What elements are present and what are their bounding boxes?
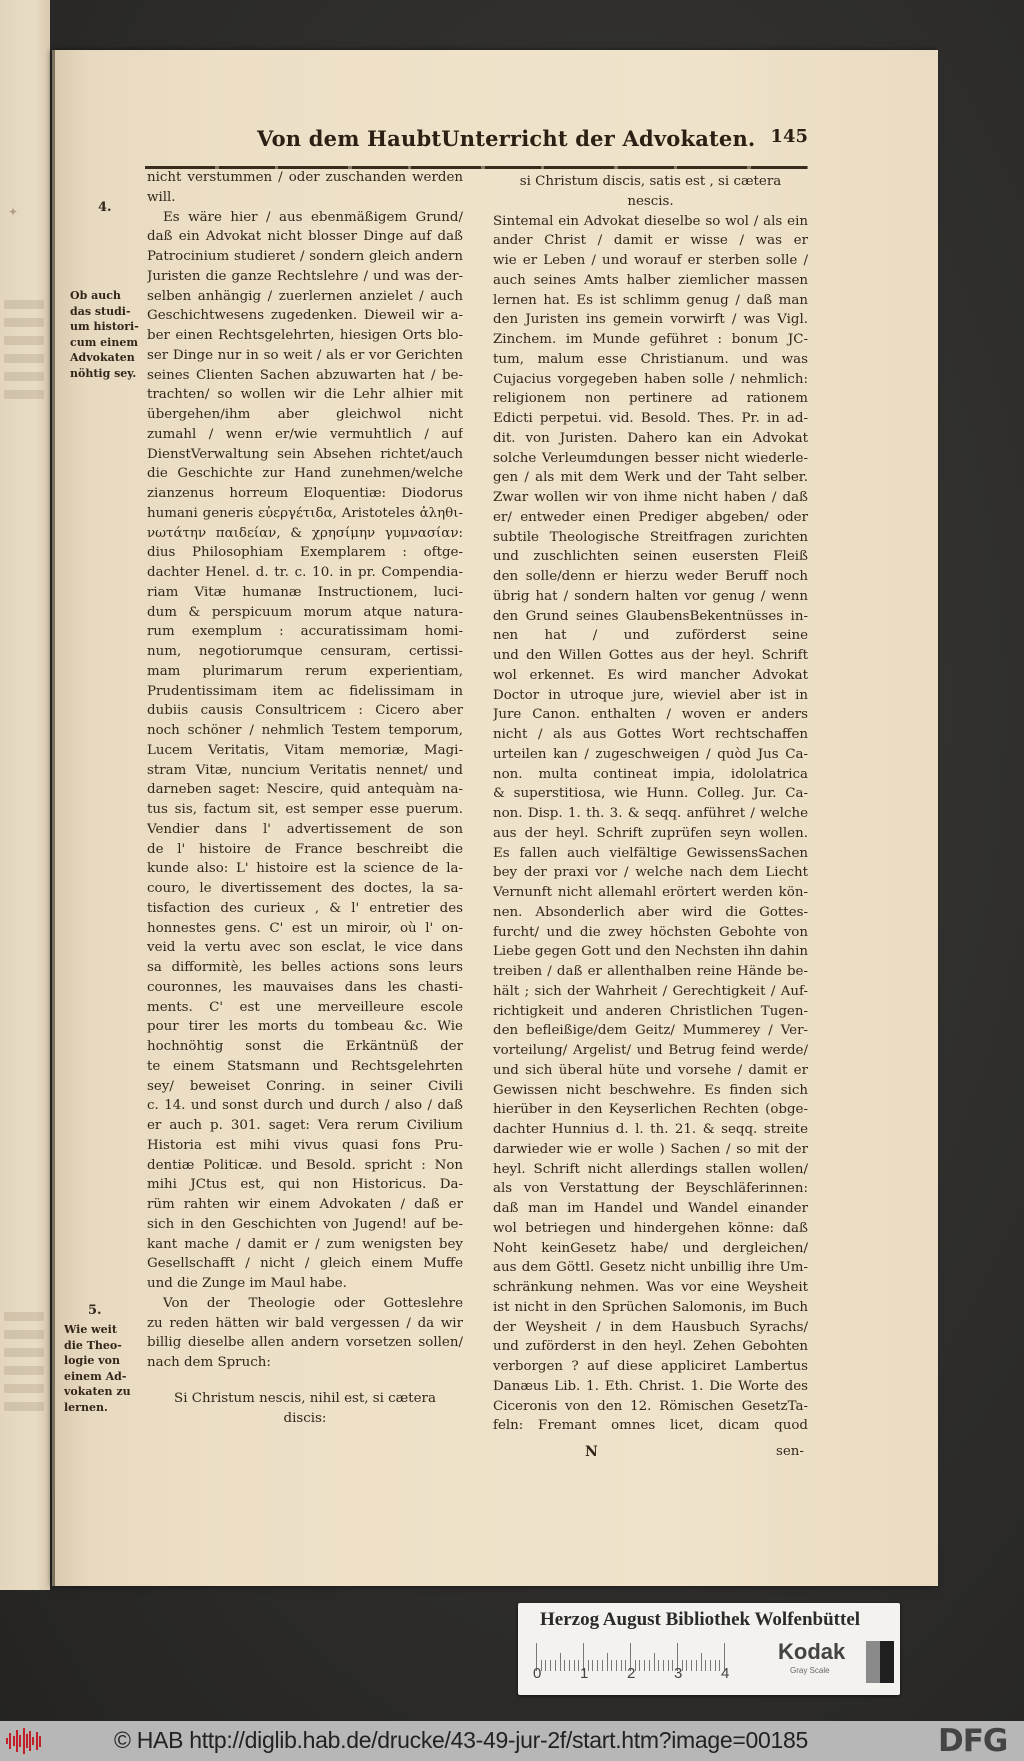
bleed-through-text <box>4 390 44 399</box>
text-line: aus der heyl. Schrift zuprüfen seyn wollen. <box>493 825 808 841</box>
text-line: c. 14. und sonst durch und durch / also / daß <box>147 1098 463 1114</box>
ruler-tick <box>607 1653 608 1671</box>
text-line: ist nicht in den Sprüchen Salomonis, im Buch <box>493 1299 808 1315</box>
page-number: 145 <box>770 126 808 147</box>
dfg-logo: DFG <box>938 1723 1008 1759</box>
text-line: Prudentissimam item ac fidelissimam in <box>147 683 463 699</box>
text-line: dius Philosophiam Exemplarem : oftge- <box>147 545 463 561</box>
text-line: Noht keinGesetz habe/ und dergleichen/ <box>493 1240 808 1256</box>
text-line: & superstitiosa, wie Hunn. Colleg. Jur. Ca- <box>493 786 808 802</box>
logo-bar <box>13 1736 15 1746</box>
bleed-through-text <box>4 318 44 327</box>
text-line: Cujacius vorgegeben haben solle / nehmlich: <box>493 371 808 387</box>
text-line: subtile Theologische Streitfragen zurichten <box>493 529 808 545</box>
text-line: non. multa contineat impia, idololatrica <box>493 766 808 782</box>
text-line: als von Verstattung der Beyschläferinnen: <box>493 1181 808 1197</box>
ruler-tick <box>574 1660 575 1671</box>
bleed-through-text <box>4 372 44 381</box>
ruler-number: 4 <box>721 1665 730 1682</box>
text-line: die Geschichte zur Hand zunehmen/welche <box>147 466 463 482</box>
text-line: den Juristen ins gemein vorwirft / was Vigl. <box>493 312 808 328</box>
ruler-tick <box>710 1660 711 1671</box>
ruler-number: 2 <box>627 1665 636 1682</box>
text-line: zianzenus horreum Eloquentiæ: Diodorus <box>147 486 463 501</box>
text-line: hält ; sich der Wahrheit / Gerechtigkeit / Auf- <box>493 983 808 999</box>
text-line: si Christum discis, satis est , si cætera <box>519 174 782 189</box>
text-line: Es wäre hier / aus ebenmäßigem Grund/ <box>163 209 463 225</box>
text-line: de l' histoire de France beschreibt die <box>147 841 463 857</box>
text-line: non. Disp. 1. th. 3. & seqq. anführet / welche <box>493 806 808 821</box>
ruler-tick <box>564 1660 565 1671</box>
text-line: lernen hat. Es ist schlimm genug / daß man <box>493 292 808 308</box>
text-line: Zinchem. im Munde geführet : bonum JC- <box>493 332 808 347</box>
logo-bar <box>16 1730 18 1752</box>
text-line: zumahl / wenn er/wie vermuhtlich / auf <box>147 426 463 442</box>
text-line: Juristen die ganze Rechtslehre / und was der- <box>147 268 463 284</box>
margin-note-line: Advokaten <box>70 351 135 364</box>
text-line: urteilen kan / zugeschweigen / quòd Jus Ca- <box>493 746 808 762</box>
text-line: nicht verstummen / oder zuschanden werden <box>147 170 463 185</box>
text-line: hochnöhtig sonst die Erkäntnüß der <box>147 1039 463 1054</box>
text-line: trachten/ so wollen wir die Lehr alhier mit <box>147 387 463 403</box>
text-line: wol betriegen und hindergehen könne: daß <box>493 1220 808 1236</box>
ruler-number: 1 <box>580 1665 589 1682</box>
ruler-tick <box>696 1660 697 1671</box>
logo-bar <box>39 1736 41 1747</box>
ghost-ornament: ✦ <box>8 205 19 219</box>
running-header <box>145 126 808 156</box>
text-line: noch schöner / nehmlich Testem temporum, <box>147 723 463 738</box>
scan-calibration-label <box>518 1603 900 1695</box>
text-line: Ciceronis von den 12. Römischen GesetzTa- <box>493 1398 808 1414</box>
margin-note <box>70 288 139 381</box>
text-line: Patrocinium studieret / sondern gleich andern <box>147 249 463 264</box>
ruler-tick <box>611 1660 612 1671</box>
text-line: tisfaction des curieux , & l' entretier des <box>147 900 463 916</box>
bleed-through-text <box>4 1366 44 1375</box>
ruler-tick <box>569 1660 570 1671</box>
text-line: Gesellschafft / nicht / gleich einem Muffe <box>147 1256 463 1272</box>
footer-credit: © HAB http://diglib.hab.de/drucke/43-49-jur-2f/start.htm?image=00185 <box>114 1727 808 1753</box>
ruler-tick <box>616 1660 617 1671</box>
text-line: darwieder wie er wolle ) Sachen / so mit der <box>493 1141 808 1157</box>
text-line: übergehen/ihm aber gleichwol nicht <box>147 407 463 422</box>
text-line: den befleißige/dem Geitz/ Mummerey / Ver- <box>493 1023 808 1039</box>
kodak-logo: Kodak <box>778 1639 846 1664</box>
ruler-tick <box>545 1660 546 1671</box>
text-line: dachter Henel. d. tr. c. 10. in pr. Compendia- <box>147 565 463 580</box>
text-line: will. <box>147 189 176 205</box>
text-line: mihi JCtus est, qui non Historicus. Da- <box>147 1177 463 1193</box>
text-line: νωτάτην παιδείαν, & χρησίμην γυμνασίαν: <box>147 525 463 541</box>
text-line: und die Zunge im Maul habe. <box>147 1276 347 1291</box>
text-line: verborgen ? auf diese appliciret Lambertus <box>493 1359 808 1374</box>
logo-bar <box>19 1735 21 1747</box>
margin-note-line: Wie weit <box>64 1323 117 1336</box>
text-line: richtigkeit und anderen Christlichen Tugen- <box>493 1003 808 1019</box>
ruler-tick <box>691 1660 692 1671</box>
bleed-through-text <box>4 336 44 345</box>
text-line: stram Vitæ, nuncium Veritatis nennet/ und <box>147 762 463 778</box>
text-line: auch seines Amts halber ziemlicher massen <box>493 272 808 288</box>
text-line: dum & perspicuum morum atque natura- <box>147 604 463 620</box>
text-line: Vernunft nicht allemahl erörtert werden kön- <box>493 885 808 900</box>
text-line: treiben / daß er allenthalben reine Hände be- <box>493 964 808 979</box>
text-line: nen. Absonderlich aber wird die Gottes- <box>493 904 808 920</box>
text-line: zu reden hätten wir bald vergessen / da wir <box>147 1315 463 1331</box>
text-line: te einem Statsmann und Rechtsgelehrten <box>147 1058 463 1074</box>
text-line: couronnes, les mauvaises dans les chasti- <box>147 979 463 995</box>
margin-section-number: 5. <box>88 1303 102 1318</box>
footer-bar <box>0 1721 1024 1761</box>
logo-bar <box>26 1734 28 1748</box>
text-line: veid la vertu avec son esclat, le vice dans <box>147 940 463 956</box>
text-line: tus sis, factum sit, est semper esse puerum. <box>147 802 463 817</box>
text-line: heyl. Schrift nicht allerdings stallen wollen/ <box>493 1161 808 1177</box>
text-line: couro, le divertissement des doctes, la sa- <box>147 881 463 896</box>
text-line: und zuschlichten seinen eusersten Fleiß <box>493 549 808 565</box>
margin-note-line: logie von <box>64 1354 120 1367</box>
margin-note-line: die Theo- <box>64 1338 122 1352</box>
text-line: honnestes gens. C' est un miroir, où l' on- <box>147 920 463 936</box>
text-line: aus dem Göttl. Gesetz nicht unbillig ihre Um- <box>493 1260 808 1276</box>
text-line: Historia est mihi vivus quasi fons Pru- <box>147 1137 463 1153</box>
margin-note <box>64 1322 131 1415</box>
text-line: Vendier dans l' advertissement de son <box>147 821 463 837</box>
margin-section-number: 4. <box>98 200 112 215</box>
gray-scale-caption: Gray Scale <box>790 1666 830 1675</box>
text-line: den solle/denn er hierzu weder Beruff noch <box>493 569 808 584</box>
catchword: sen- <box>776 1444 804 1459</box>
logo-bar <box>29 1731 31 1751</box>
institution-name: Herzog August Bibliothek Wolfenbüttel <box>540 1609 861 1630</box>
bleed-through-text <box>4 354 44 363</box>
text-line: vorteilung/ Argelist/ und Betrug feind werde/ <box>493 1043 808 1058</box>
text-line: DienstVerwaltung sein Absehen richtet/auch <box>147 446 463 462</box>
signature-mark: N <box>585 1444 598 1460</box>
hab-logo-icon <box>6 1727 46 1755</box>
text-line: kant mache / damit er / zum wenigsten bey <box>147 1236 463 1252</box>
margin-note-line: Ob auch <box>70 289 121 302</box>
text-line: humani generis εὐεργέτιδα, Aristoteles ἀληθι- <box>147 505 463 521</box>
text-line: sich in den Geschichten von Jugend! auf be- <box>147 1216 463 1232</box>
text-line: kunde also: L' histoire est la science de la- <box>147 861 463 877</box>
text-line: feln: Fremant omnes licet, dicam quod <box>493 1418 808 1434</box>
text-line: Sintemal ein Advokat dieselbe so wol / als ein <box>493 213 808 229</box>
ruler-tick <box>550 1660 551 1671</box>
text-line: übrig hat / sondern halten vor genug / wenn <box>493 588 808 604</box>
page-gutter-shadow <box>52 50 55 1586</box>
text-line: wol erkennet. Es wird mancher Advokat <box>493 667 808 683</box>
text-line: Gewissen nicht beschwehre. Es finden sich <box>493 1082 808 1098</box>
text-line: nen hat / und zuförderst seine <box>493 628 808 644</box>
text-line: ber einen Rechtsgelehrten, hiesigen Orts blo- <box>147 328 463 343</box>
text-line: gen / als mit dem Werk und der Taht selber. <box>493 470 808 486</box>
logo-bar <box>6 1738 8 1744</box>
text-line: darneben saget: Nescire, quid antequàm na- <box>147 782 463 798</box>
text-line: mam plurimarum rerum experientiam, <box>147 663 463 679</box>
margin-note-line: einem Ad- <box>64 1369 127 1383</box>
text-line: ser Dinge nur in so weit / als er vor Gerichten <box>147 347 463 363</box>
text-line: furcht/ und die zwey höchsten Gebohte von <box>493 924 808 940</box>
text-line: Zwar wollen wir von ihme nicht haben / daß <box>493 490 808 505</box>
text-line: schränkung nehmen. Was vor eine Weysheit <box>493 1280 808 1295</box>
gray-patch <box>866 1641 880 1683</box>
bleed-through-text <box>4 300 44 309</box>
ruler-tick <box>701 1653 702 1671</box>
ruler-tick <box>597 1660 598 1671</box>
bleed-through-text <box>4 1348 44 1357</box>
text-line: hierüber in den Keyserlichen Rechten (obge- <box>493 1102 808 1118</box>
text-line: tum, malum esse Christianum. und was <box>493 351 808 367</box>
text-line: solche Verleumdungen besser nicht wiederle- <box>493 450 808 466</box>
logo-bar <box>36 1732 38 1750</box>
logo-bar <box>23 1728 25 1754</box>
ruler-number: 3 <box>674 1665 683 1682</box>
text-line: und den Willen Gottes aus der heyl. Schrift <box>493 648 808 663</box>
text-line: selben anhängig / zuerlernen anzielet / auch <box>147 288 463 304</box>
ruler-tick <box>644 1660 645 1671</box>
text-line: Si Christum nescis, nihil est, si cætera <box>174 1390 436 1406</box>
text-line: religionem non pertinere ad rationem <box>493 391 808 407</box>
text-line: dubiis causis Consultricem : Cicero aber <box>147 703 463 719</box>
text-line: dachter Hunnius d. l. th. 21. & seqq. streite <box>493 1122 808 1137</box>
text-line: und zuförderst in den heyl. Zehen Gebohten <box>493 1339 808 1355</box>
ruler-tick <box>592 1660 593 1671</box>
ruler-tick <box>705 1660 706 1671</box>
text-line: er/ entweder einen Prediger abgeben/ oder <box>493 509 808 525</box>
ruler-tick <box>621 1660 622 1671</box>
text-column-right <box>493 172 808 1436</box>
text-line: Geschichtwesens zugedenken. Dieweil wir a- <box>147 308 463 324</box>
ruler-tick <box>668 1660 669 1671</box>
text-line: bey der praxi vor / welche nach dem Liecht <box>493 865 808 881</box>
bleed-through-text <box>4 1402 44 1411</box>
text-column-left <box>147 168 463 1428</box>
text-line: Es fallen auch vielfältige GewissensSachen <box>493 845 808 861</box>
text-line: nicht / als aus Gottes Wort rechtschaffen <box>493 727 808 742</box>
black-patch <box>880 1641 894 1683</box>
ruler-tick <box>715 1660 716 1671</box>
bleed-through-text <box>4 1330 44 1339</box>
margin-note-line: das studi- <box>70 304 131 318</box>
text-line: rüm rahten wir einem Advokaten / daß er <box>147 1197 463 1212</box>
ruler-tick <box>555 1660 556 1671</box>
text-line: Von der Theologie oder Gotteslehre <box>163 1295 463 1311</box>
text-line: rum exemplum : accuratissimam homi- <box>147 624 463 640</box>
text-line: und sich überal hüte und vorsehe / damit er <box>493 1062 808 1078</box>
text-line: nach dem Spruch: <box>147 1355 271 1370</box>
previous-page-edge <box>0 0 50 1590</box>
text-line: dit. von Juristen. Dahero kan ein Advokat <box>493 430 808 446</box>
bleed-through-text <box>4 1384 44 1393</box>
ruler-tick <box>658 1660 659 1671</box>
ruler-tick <box>639 1660 640 1671</box>
text-line: daß ein Advokat nicht blosser Dinge auf daß <box>147 229 463 245</box>
text-line: daß man im Handel und Wandel einander <box>493 1201 808 1216</box>
ruler-number: 0 <box>533 1665 542 1682</box>
text-line: sa difformitè, les belles actions sons leurs <box>147 960 463 975</box>
text-line: wie er Leben / und worauf er sterben solle / <box>493 253 808 268</box>
margin-note-line: nöhtig sey. <box>70 366 137 380</box>
text-line: num, negotiorumque censuram, certissi- <box>147 644 463 659</box>
margin-note-line: cum einem <box>70 335 138 349</box>
ruler-tick <box>686 1660 687 1671</box>
text-line: sey/ beweiset Conring. in seiner Civili <box>147 1078 463 1094</box>
text-line: pour tirer les morts du tombeau &c. Wie <box>147 1019 463 1035</box>
text-line: Liebe gegen Gott und den Nechsten ihn dahin <box>493 944 808 960</box>
ruler-tick <box>560 1653 561 1671</box>
margin-note-line: lernen. <box>64 1400 108 1414</box>
ruler-tick <box>602 1660 603 1671</box>
text-line: ander Christ / damit er wisse / was er <box>493 233 808 249</box>
text-line: der Weysheit / in dem Hausbuch Syrachs/ <box>493 1319 808 1335</box>
text-line: Edicti perpetui. vid. Besold. Thes. Pr. in ad- <box>493 411 808 426</box>
text-line: billig dieselbe allen andern vorsetzen sollen/ <box>147 1335 463 1351</box>
text-line: seines Clienten Sachen abzuwarten hat / be- <box>147 367 463 383</box>
running-title: Von dem HaubtUnterricht der Advokaten. <box>257 126 756 151</box>
text-line: Doctor in utroque jure, wieviel aber ist in <box>493 687 808 703</box>
logo-bar <box>32 1737 34 1745</box>
margin-note-line: um histori- <box>70 320 139 333</box>
text-line: nescis. <box>627 193 674 209</box>
text-line: Jure Canon. enthalten / woven er anders <box>493 707 808 723</box>
logo-bar <box>9 1733 11 1749</box>
text-line: riam Vitæ humanæ Instructionem, luci- <box>147 584 463 600</box>
text-line: er auch p. 301. saget: Vera rerum Civilium <box>147 1118 463 1133</box>
text-line: den Grund seines GlaubensBekentnüsses in- <box>493 608 808 624</box>
text-line: Danæus Lib. 1. Eth. Christ. 1. Die Worte des <box>493 1378 808 1394</box>
text-line: dentiæ Politicæ. und Besold. spricht : Non <box>147 1157 463 1173</box>
margin-note-line: vokaten zu <box>64 1385 131 1398</box>
bleed-through-text <box>4 1312 44 1321</box>
text-line: ments. C' est une merveilleure escole <box>147 999 463 1015</box>
ruler-tick <box>663 1660 664 1671</box>
ruler-tick <box>649 1660 650 1671</box>
text-line: discis: <box>283 1410 327 1426</box>
text-line: Lucem Veritatis, Vitam memoriæ, Magi- <box>147 742 463 758</box>
ruler-tick <box>654 1653 655 1671</box>
